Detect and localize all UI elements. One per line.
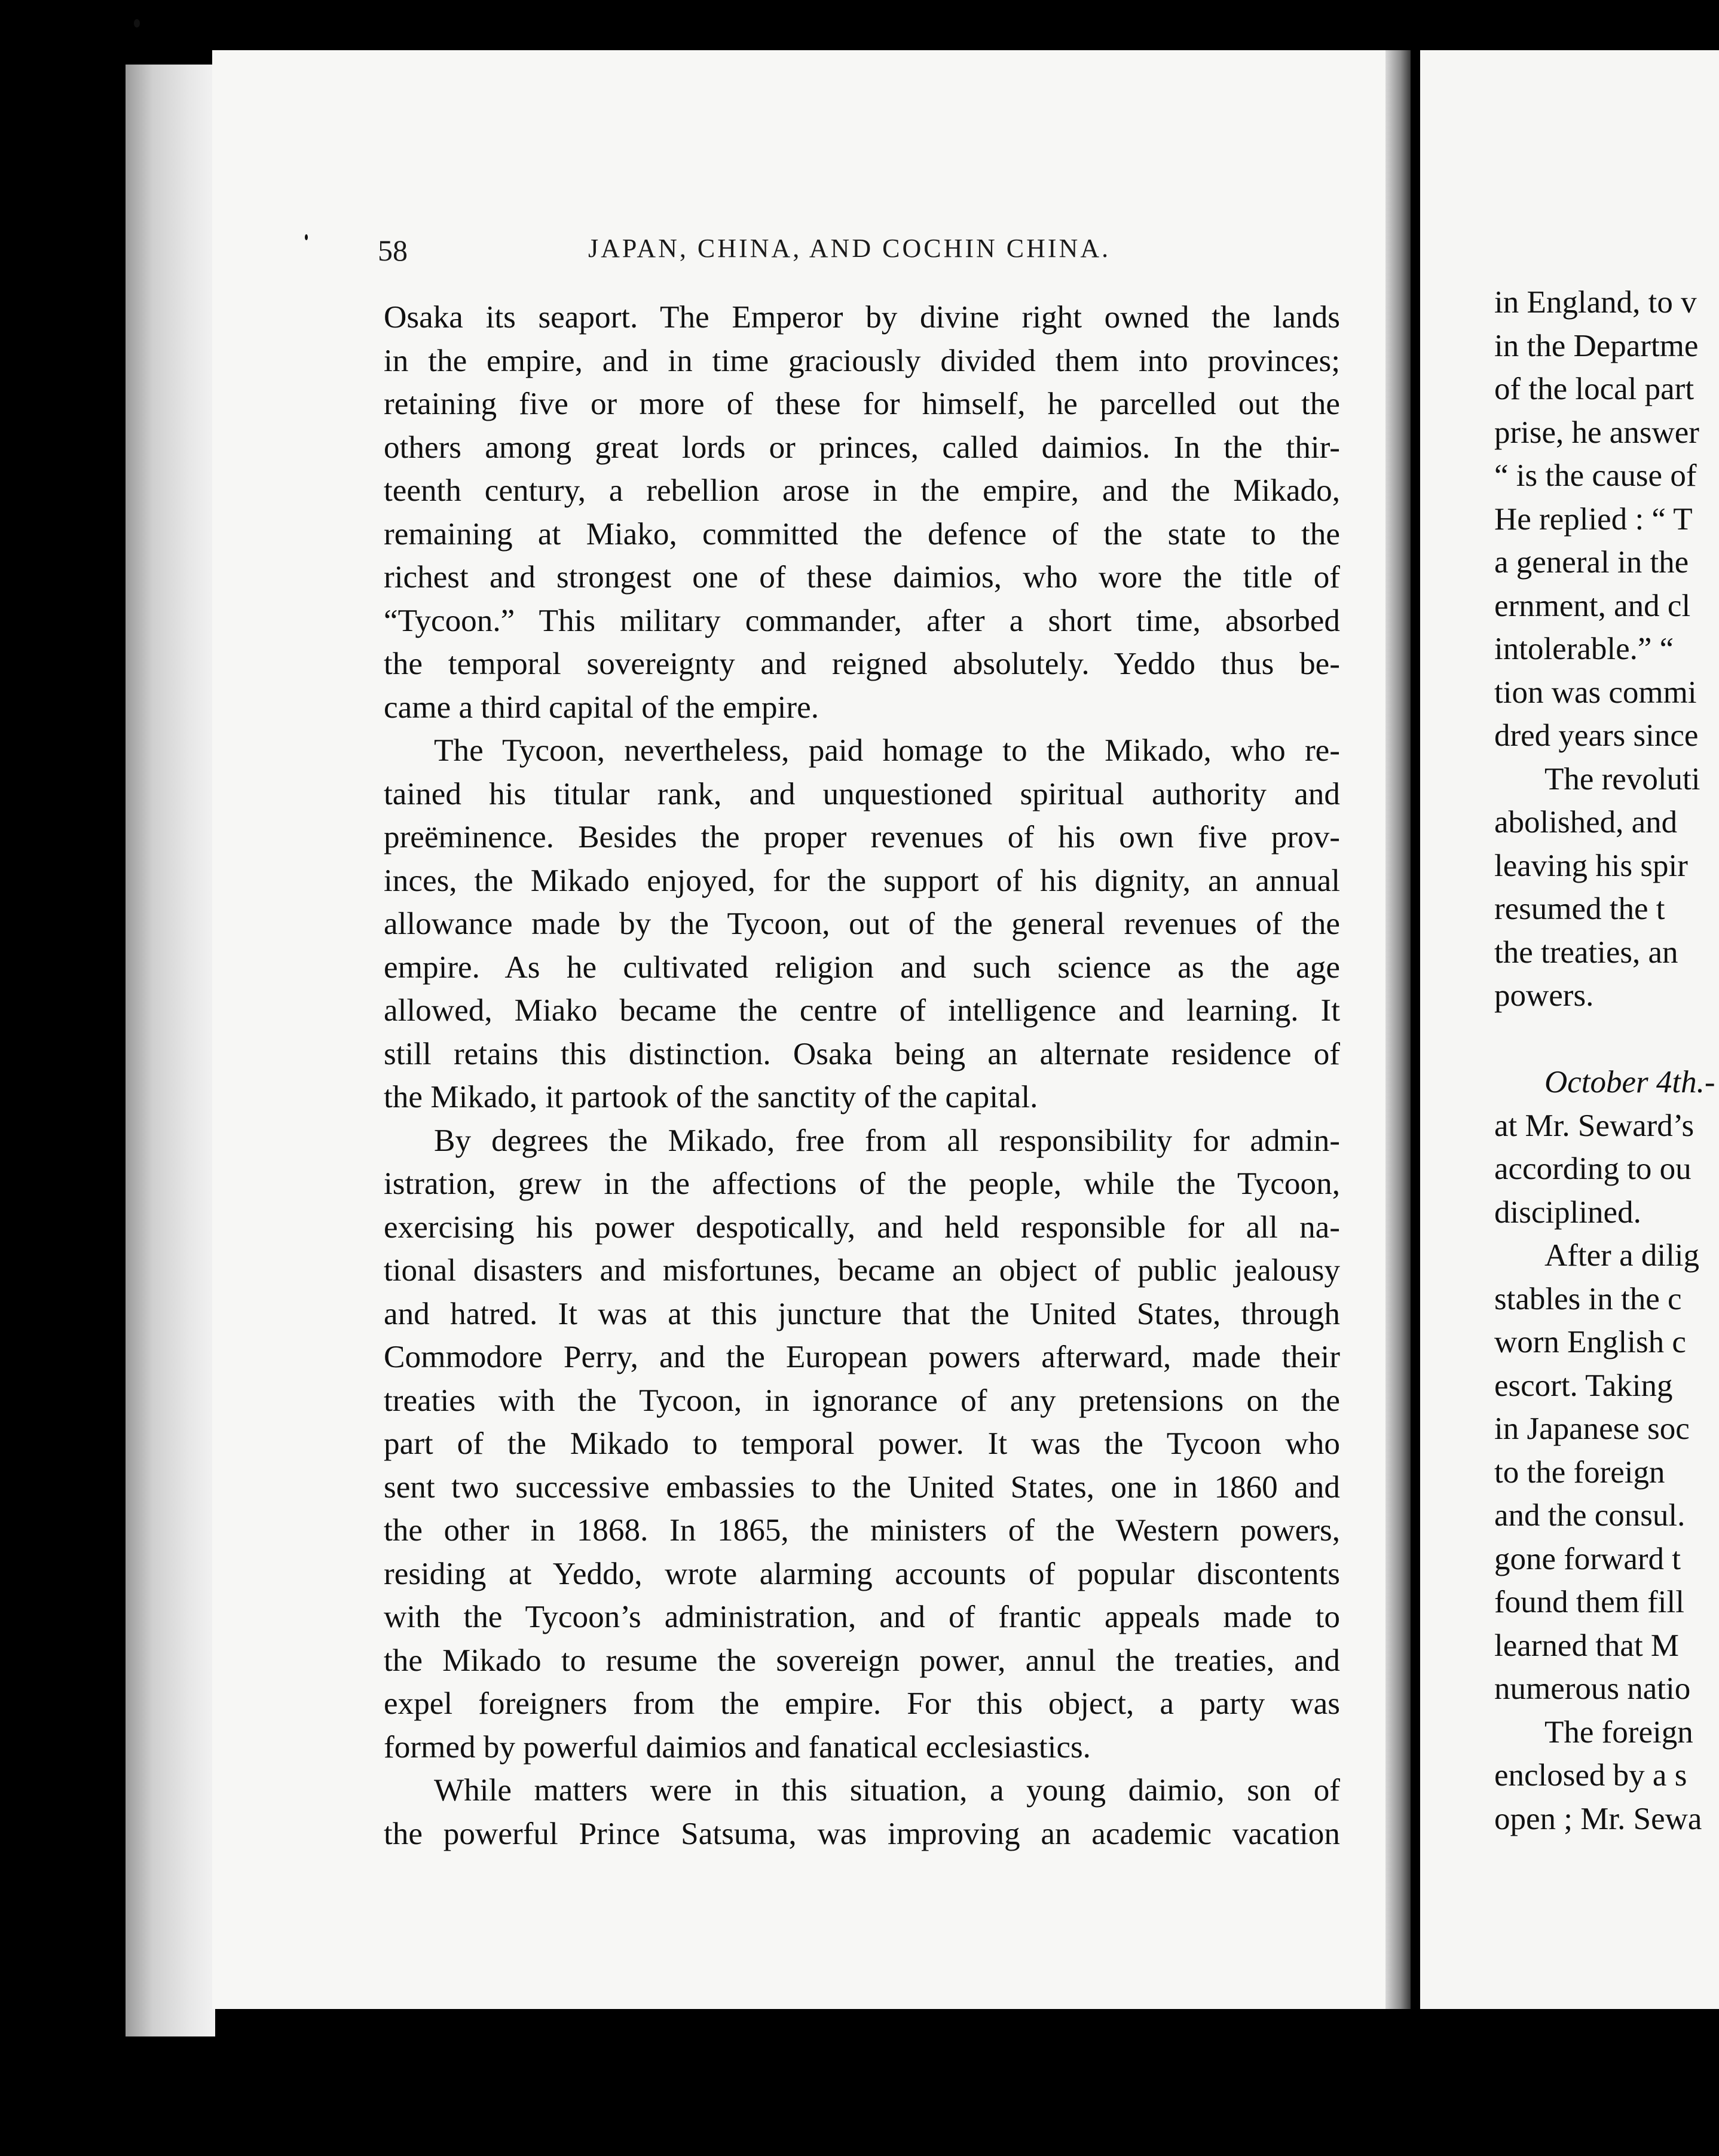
text-line: allowance made by the Tycoon, out of the general revenues of the	[384, 906, 1340, 941]
text-line: retaining five or more of these for himself, he parcelled out the	[384, 386, 1340, 421]
text-line: empire. As he cultivated religion and such science as the age	[384, 949, 1340, 985]
page-header-title: JAPAN, CHINA, AND COCHIN CHINA.	[588, 234, 1111, 263]
text-line: allowed, Miako became the centre of intelligence and learning. It	[384, 993, 1340, 1028]
text-line: tained his titular rank, and unquestioned spiritual authority and	[384, 776, 1340, 811]
date-heading: October 4th.-	[1544, 1065, 1715, 1100]
text-line: formed by powerful daimios and fanatical ecclesiastics.	[384, 1729, 1091, 1765]
text-line: a general in the	[1494, 545, 1689, 580]
right-page-text	[1494, 281, 1719, 1840]
text-line: sent two successive embassies to the United States, one in 1860 and	[384, 1469, 1340, 1505]
text-line: found them fill	[1494, 1585, 1684, 1619]
text-line: the Mikado, it partook of the sanctity of the capital.	[384, 1079, 1038, 1114]
text-line: worn English c	[1494, 1325, 1686, 1359]
text-line: The Tycoon, nevertheless, paid homage to the Mikado, who re-	[434, 733, 1340, 768]
text-line: in England, to v	[1494, 285, 1697, 320]
text-line: enclosed by a s	[1494, 1758, 1687, 1793]
text-line: abolished, and	[1494, 805, 1678, 840]
text-line: in the Departme	[1494, 328, 1699, 363]
text-line: gone forward t	[1494, 1541, 1681, 1576]
text-line: according to ou	[1494, 1152, 1692, 1186]
text-line: of the local part	[1494, 372, 1694, 406]
text-line: escort. Taking	[1494, 1368, 1673, 1403]
text-line: numerous natio	[1494, 1671, 1691, 1706]
text-line: with the Tycoon’s administration, and of frantic appeals made to	[384, 1599, 1340, 1634]
page-stack-edge	[126, 65, 215, 2036]
text-line: learned that M	[1494, 1628, 1680, 1663]
text-line: ernment, and cl	[1494, 588, 1691, 623]
text-line: the treaties, an	[1494, 935, 1678, 970]
text-line: dred years since	[1494, 718, 1699, 753]
text-line: The revoluti	[1544, 761, 1700, 797]
text-line: While matters were in this situation, a young daimio, son of	[434, 1772, 1340, 1808]
text-line: to the foreign	[1494, 1454, 1665, 1490]
left-page-text	[384, 296, 1340, 1855]
text-line: expel foreigners from the empire. For this object, a party was	[384, 1686, 1340, 1721]
text-line: in Japanese soc	[1494, 1411, 1690, 1446]
text-line: the Mikado to resume the sovereign power, annul the treaties, and	[384, 1642, 1340, 1678]
text-line: Commodore Perry, and the European powers afterward, made their	[384, 1339, 1340, 1374]
text-line: intolerable.” “	[1494, 632, 1674, 666]
text-line: the other in 1868. In 1865, the ministers of the Western powers,	[384, 1512, 1340, 1548]
text-line: Osaka its seaport. The Emperor by divine right owned the lands	[384, 299, 1340, 335]
text-line: remaining at Miako, committed the defence of the state to the	[384, 516, 1340, 552]
text-line: inces, the Mikado enjoyed, for the support of his dignity, an annual	[384, 862, 1340, 898]
text-line: open ; Mr. Sewa	[1494, 1801, 1702, 1836]
text-line: preëminence. Besides the proper revenues of his own five prov-	[384, 819, 1340, 855]
text-line: resumed the t	[1494, 892, 1665, 926]
text-line: prise, he answer	[1494, 415, 1699, 450]
text-line: came a third capital of the empire.	[384, 689, 819, 725]
text-line: others among great lords or princes, called daimios. In the thir-	[384, 429, 1340, 465]
running-head	[378, 227, 1179, 281]
text-line: After a dilig	[1544, 1238, 1700, 1273]
text-line: leaving his spir	[1494, 848, 1688, 883]
text-line: He replied : “ T	[1494, 501, 1693, 537]
text-line: istration, grew in the affections of the people, while the Tycoon,	[384, 1166, 1340, 1201]
text-line: and the consul.	[1494, 1498, 1686, 1533]
scan-speck	[134, 19, 140, 27]
text-line: teenth century, a rebellion arose in the empire, and the Mikado,	[384, 473, 1340, 508]
page-number: 58	[378, 234, 408, 267]
text-line: the temporal sovereignty and reigned absolutely. Yeddo thus be-	[384, 646, 1340, 681]
text-line: tion was commi	[1494, 675, 1697, 710]
text-line: exercising his power despotically, and held responsible for all na-	[384, 1209, 1340, 1245]
text-line: tional disasters and misfortunes, became an object of public jealousy	[384, 1252, 1340, 1288]
text-line: “ is the cause of	[1494, 458, 1697, 493]
text-line: part of the Mikado to temporal power. It was the Tycoon who	[384, 1426, 1340, 1461]
text-line: residing at Yeddo, wrote alarming accounts of popular discontents	[384, 1555, 1340, 1591]
text-line: richest and strongest one of these daimios, who wore the title of	[384, 559, 1340, 595]
text-line: By degrees the Mikado, free from all responsibility for admin-	[434, 1122, 1340, 1158]
text-line: at Mr. Seward’s	[1494, 1108, 1694, 1143]
text-line: “Tycoon.” This military commander, after a short time, absorbed	[384, 602, 1340, 638]
text-line: the powerful Prince Satsuma, was improving an academic vacation	[384, 1815, 1340, 1851]
text-line: and hatred. It was at this juncture that the United States, through	[384, 1296, 1340, 1331]
text-line: The foreign	[1544, 1714, 1693, 1750]
text-line: stables in the c	[1494, 1281, 1682, 1316]
scan-speck	[305, 234, 308, 240]
text-line: powers.	[1494, 978, 1594, 1013]
text-line: in the empire, and in time graciously divided them into provinces;	[384, 342, 1340, 378]
text-line: disciplined.	[1494, 1195, 1641, 1230]
book-gutter	[1385, 50, 1411, 2009]
text-line: treaties with the Tycoon, in ignorance of any pretensions on the	[384, 1382, 1340, 1418]
text-line: still retains this distinction. Osaka being an alternate residence of	[384, 1036, 1340, 1071]
